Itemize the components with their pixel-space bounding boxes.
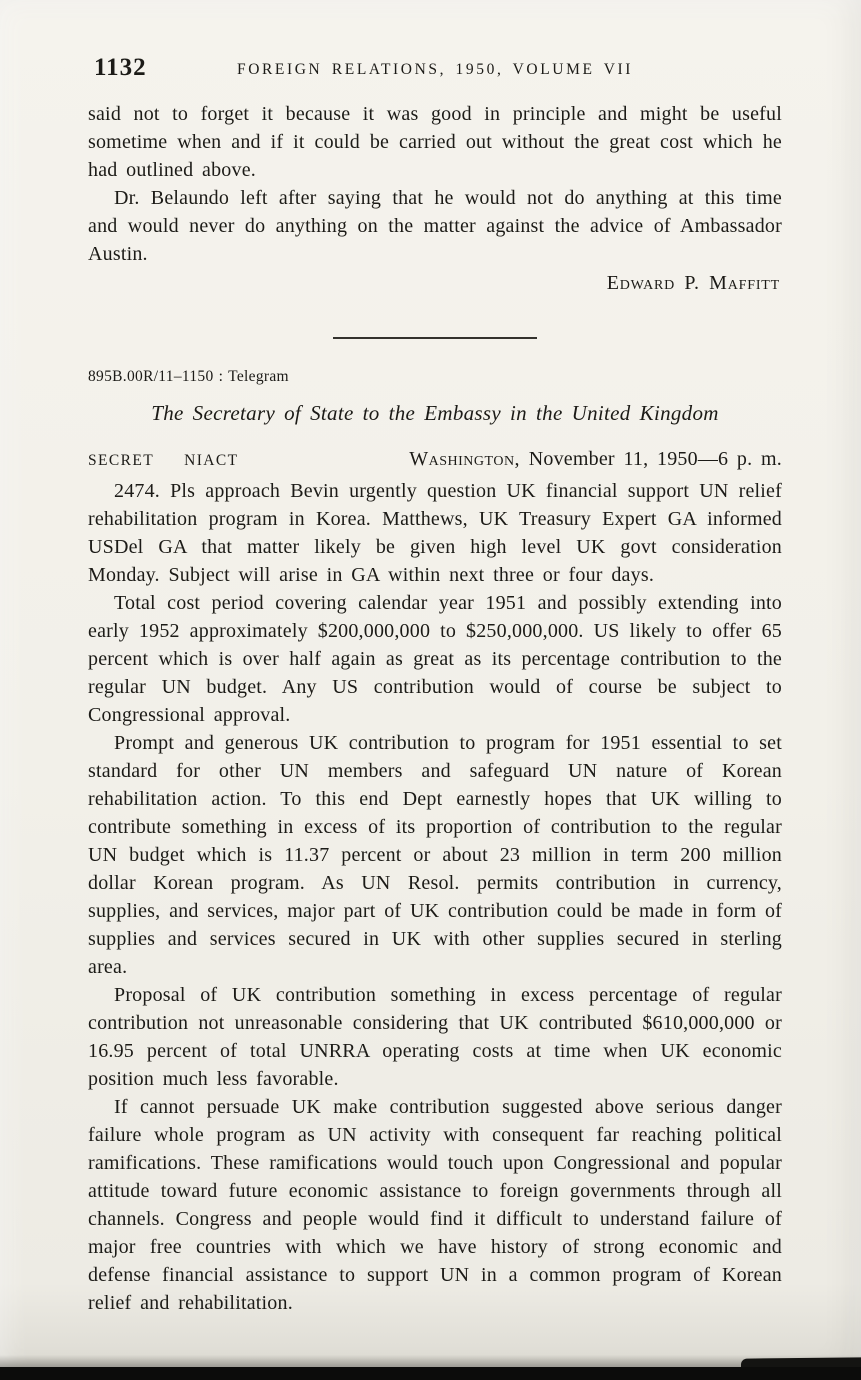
memo-paragraph: said not to forget it because it was good in principle and might be useful sometime when and if it could be carried out without the great cost which he had outlined above. [88, 103, 782, 181]
dateline-place: Washington, [409, 448, 521, 470]
classification-label: SECRET [88, 452, 155, 469]
section-divider [333, 337, 537, 339]
telegram-paragraph: Prompt and generous UK contribution to program for 1951 essential to set standard for other UN members and safeguard UN nature of Korean rehabilitation action. To this end Dept earnestly hopes that UK willing to contribute something in excess of its proportion of contribution to the regular UN budget which is 11.37 percent or about 23 million in term 200 million dollar Korean program. As UN Resol. permits contribution in currency, supplies, and services, major part of UK contribution could be made in form of supplies and services secured in UK with other supplies secured in sterling area. [88, 732, 782, 978]
signature: Edward P. Maffitt [606, 272, 780, 294]
scan-shadow-artifact [0, 1355, 861, 1367]
dateline-date: November 11, 1950—6 p. m. [528, 448, 782, 470]
page-body [88, 100, 782, 1317]
precedence-label: NIACT [184, 452, 239, 469]
page-number: 1132 [94, 54, 147, 81]
memo-paragraph: Dr. Belaundo left after saying that he would not do anything at this time and would never do anything on the matter against the advice of Ambassador Austin. [88, 187, 782, 265]
telegram-paragraph: Total cost period covering calendar year 1951 and possibly extending into early 1952 approximately $200,000,000 to $250,000,000. US likely to offer 65 percent which is over half again as great as its percentage contribution to the regular UN budget. Any US contribution would of course be subject to Congressional approval. [88, 592, 782, 726]
running-header: FOREIGN RELATIONS, 1950, VOLUME VII [236, 61, 634, 78]
telegram-paragraph: Proposal of UK contribution something in excess percentage of regular contribution not unreasonable considering that UK contributed $610,000,000 or 16.95 percent of total UNRRA operating costs at time when UK economic position much less favorable. [88, 984, 782, 1090]
document-title: The Secretary of State to the Embassy in the United Kingdom [151, 401, 719, 425]
page-header [88, 54, 782, 86]
dateline [88, 445, 782, 475]
scan-edge-artifact [0, 1367, 861, 1380]
telegram-paragraph: If cannot persuade UK make contribution suggested above serious danger failure whole program as UN activity with consequent far reaching political ramifications. These ramifications would touch upon Congressional and popular attitude toward future economic assistance to foreign governments through all channels. Congress and people would find it difficult to understand failure of major free countries with which we have history of strong economic and defense financial assistance to support UN in a common program of Korean relief and rehabilitation. [88, 1096, 782, 1314]
telegram-paragraph: 2474. Pls approach Bevin urgently question UK financial support UN relief rehabilitation program in Korea. Matthews, UK Treasury Expert GA informed USDel GA that matter likely be given high level UK govt consideration Monday. Subject will arise in GA within next three or four days. [88, 480, 782, 586]
dateline-place-date [409, 445, 782, 473]
document-citation: 895B.00R/11–1150 : Telegram [88, 368, 289, 385]
